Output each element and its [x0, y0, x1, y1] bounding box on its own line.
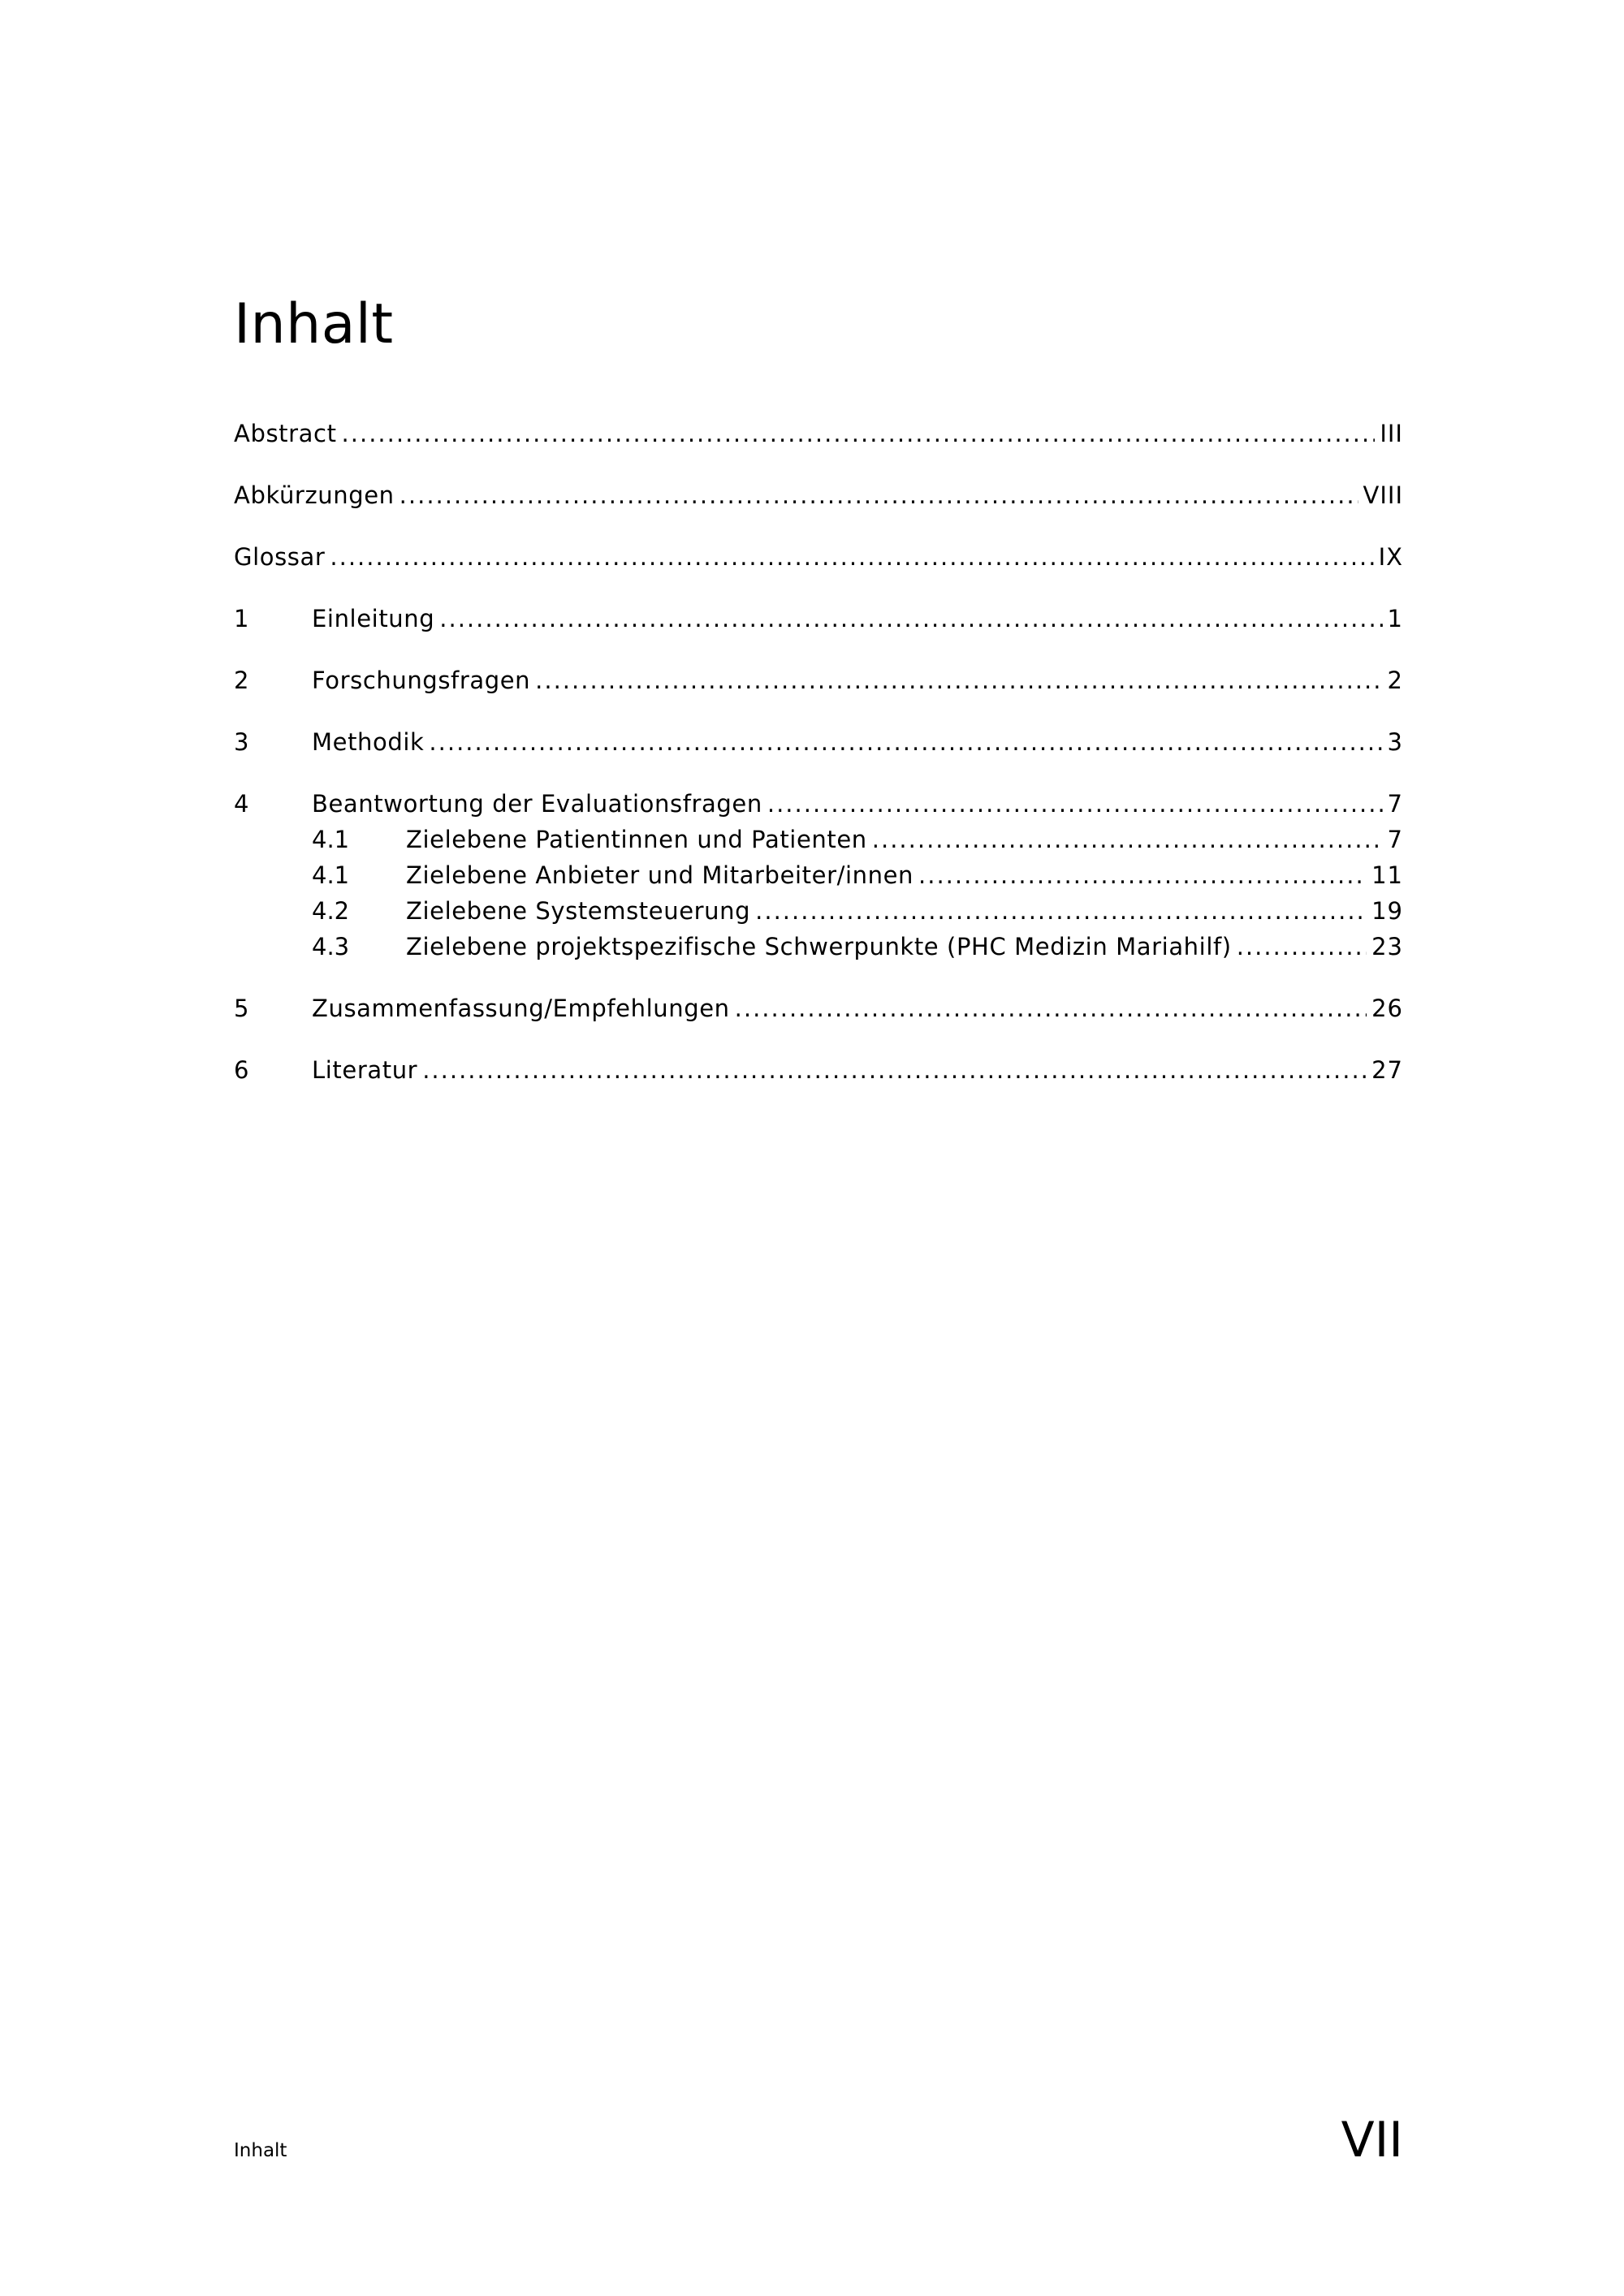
- footer-section-label: Inhalt: [234, 2140, 287, 2161]
- toc-entry-page: IX: [1378, 543, 1403, 571]
- toc-entry-label: Zielebene projektspezifische Schwerpunkte (PHC Medizin Mariahilf): [406, 933, 1232, 960]
- toc-dot-leader: [535, 664, 1382, 697]
- toc-dot-leader: [1237, 930, 1367, 963]
- toc-entry-methodik[interactable]: [234, 726, 1403, 758]
- toc-entry-label: Literatur: [312, 1056, 418, 1084]
- toc-entry-zusammenfassung[interactable]: [234, 992, 1403, 1025]
- toc-entry-page: 23: [1371, 933, 1403, 960]
- toc-dot-leader: [429, 726, 1382, 758]
- toc-entry-number: 5: [234, 995, 249, 1022]
- toc-entry-number: 1: [234, 605, 249, 632]
- toc-entry-label: Beantwortung der Evaluationsfragen: [312, 790, 762, 818]
- footer-page-number: VII: [1341, 2112, 1403, 2169]
- toc-entry-page: 1: [1387, 605, 1403, 632]
- toc-entry-page: 26: [1371, 995, 1403, 1022]
- toc-entry-anbieter[interactable]: [234, 859, 1403, 891]
- toc-entry-forschungsfragen[interactable]: [234, 664, 1403, 697]
- toc-entry-page: 7: [1387, 826, 1403, 853]
- toc-entry-number: 3: [234, 728, 249, 756]
- toc-entry-page: 27: [1371, 1056, 1403, 1084]
- toc-entry-label: Zielebene Systemsteuerung: [406, 897, 751, 925]
- toc-dot-leader: [918, 859, 1367, 891]
- toc-dot-leader: [767, 788, 1383, 820]
- toc-entry-patientinnen[interactable]: [234, 823, 1403, 856]
- toc-dot-leader: [755, 895, 1367, 927]
- toc-dot-leader: [330, 541, 1373, 573]
- toc-entry-einleitung[interactable]: [234, 602, 1403, 635]
- toc-entry-number: 2: [234, 667, 249, 694]
- toc-entry-page: III: [1380, 420, 1403, 447]
- toc-entry-label: Zielebene Patientinnen und Patienten: [406, 826, 867, 853]
- toc-entry-number: 4: [234, 790, 249, 818]
- toc-dot-leader: [342, 417, 1376, 450]
- toc-dot-leader: [735, 992, 1367, 1025]
- toc-dot-leader: [872, 823, 1383, 856]
- toc-entry-label: Einleitung: [312, 605, 435, 632]
- toc-entry-label: Abkürzungen: [234, 481, 395, 509]
- toc-entry-page: 7: [1387, 790, 1403, 818]
- toc-entry-label: Methodik: [312, 728, 425, 756]
- toc-entry-literatur[interactable]: [234, 1054, 1403, 1086]
- toc-entry-number: 4.1: [312, 826, 350, 853]
- toc-entry-glossar[interactable]: [234, 541, 1403, 573]
- toc-entry-number: 4.2: [312, 897, 350, 925]
- toc-entry-abstract[interactable]: [234, 417, 1403, 450]
- toc-entry-page: 3: [1387, 728, 1403, 756]
- toc-entry-abkuerzungen[interactable]: [234, 479, 1403, 511]
- toc-entry-number: 6: [234, 1056, 249, 1084]
- toc-entry-number: 4.3: [312, 933, 350, 960]
- toc-dot-leader: [400, 479, 1358, 511]
- toc-entry-page: 19: [1371, 897, 1403, 925]
- toc-entry-beantwortung[interactable]: [234, 788, 1403, 820]
- toc-entry-projektspezifisch[interactable]: [234, 930, 1403, 963]
- toc-entry-label: Glossar: [234, 543, 326, 571]
- toc-entry-page: 11: [1371, 861, 1403, 889]
- toc-entry-label: Abstract: [234, 420, 337, 447]
- page-title: Inhalt: [234, 292, 394, 356]
- toc-entry-label: Zielebene Anbieter und Mitarbeiter/innen: [406, 861, 914, 889]
- toc-entry-label: Forschungsfragen: [312, 667, 531, 694]
- toc-entry-label: Zusammenfassung/Empfehlungen: [312, 995, 730, 1022]
- toc-entry-number: 4.1: [312, 861, 350, 889]
- toc-entry-systemsteuerung[interactable]: [234, 895, 1403, 927]
- toc-entry-page: VIII: [1363, 481, 1403, 509]
- toc-dot-leader: [422, 1054, 1367, 1086]
- toc-entry-page: 2: [1387, 667, 1403, 694]
- toc-dot-leader: [439, 602, 1382, 635]
